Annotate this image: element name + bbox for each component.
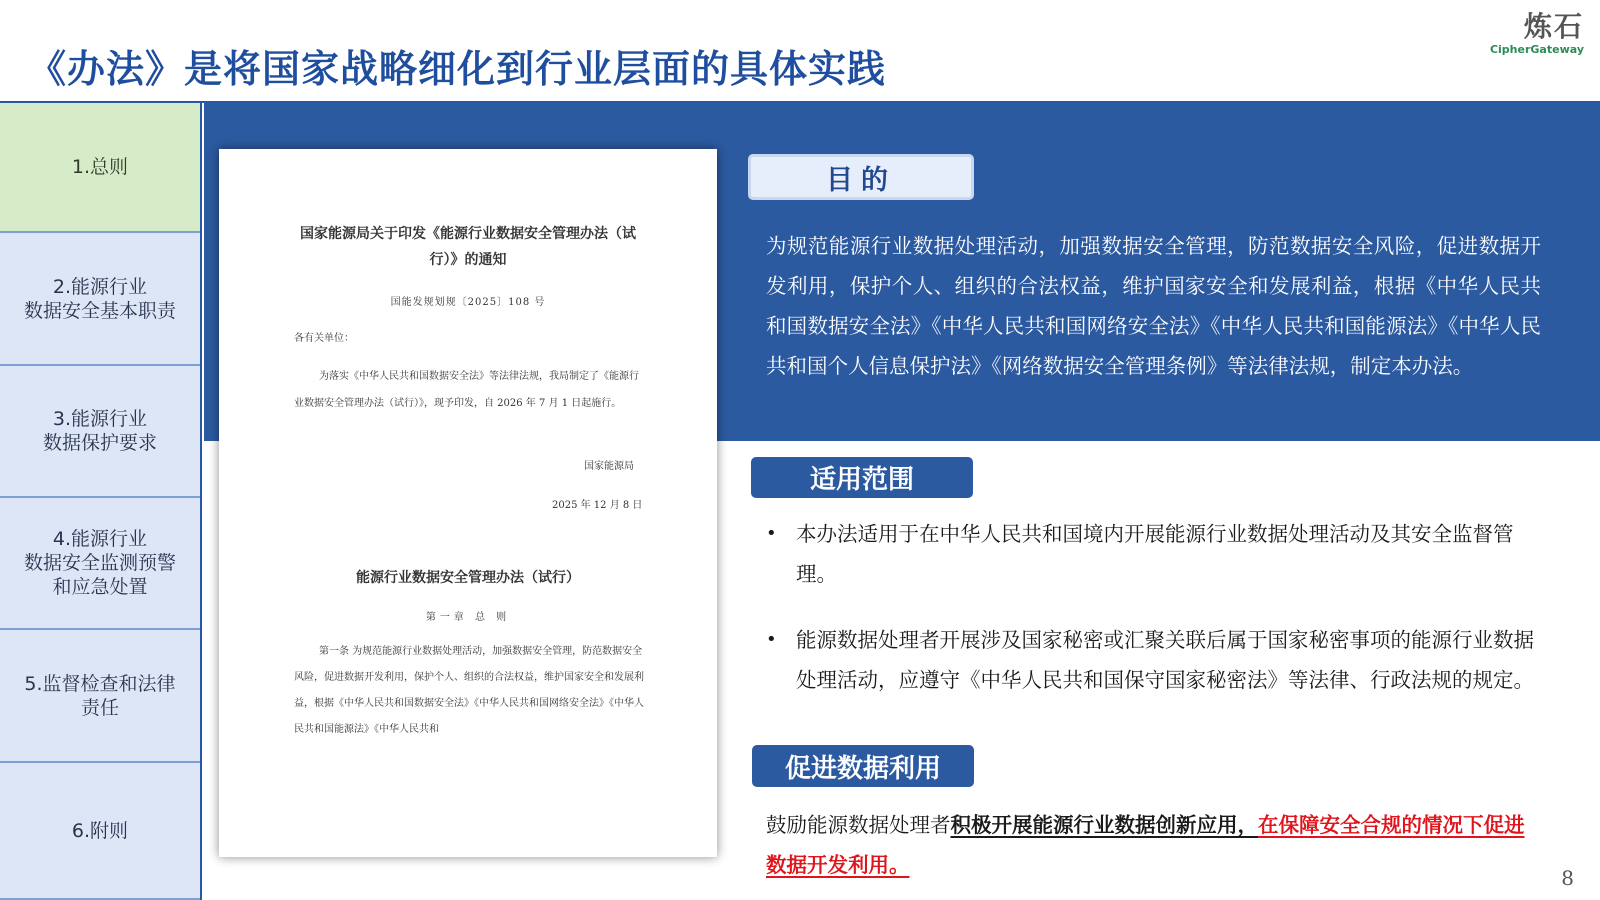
page-title: 《办法》是将国家战略细化到行业层面的具体实践 (28, 47, 887, 91)
document-reference-number: 国能发规划规〔2025〕108 号 (390, 297, 546, 308)
document-scan (219, 149, 717, 857)
sidebar-item-monitoring-emergency[interactable] (0, 498, 200, 630)
sidebar-item-supervision-liability[interactable] (0, 630, 200, 763)
scope-bullet-list (766, 514, 1541, 700)
purpose-text: 为规范能源行业数据处理活动，加强数据安全管理，防范数据安全风险，促进数据开发利用，保护个人、组织的合法权益，维护国家安全和发展利益，根据《中华人民共和国数据安全法》《中华人民共和国网络安全法》《中华人民共和国能源法》《中华人民共和国个人信息保护法》《网络数据安全管理条例》等法律法规，制定本办法。 (766, 234, 1541, 378)
document-article-text: 第一条 为规范能源行业数据处理活动，加强数据安全管理，防范数据安全风险，促进数据开发利用，保护个人、组织的合法权益，维护国家安全和发展利益，根据《中华人民共和国数据安全法》《中华人民共和国网络安全法》《中华人民共和国能源法》《中华人民共和 (294, 646, 644, 735)
sidebar-item-label: 3.能源行业 数据保护要求 (42, 408, 157, 454)
promote-text-plain: 鼓励能源数据处理者 (766, 813, 951, 837)
promote-text-highlight: 在保障安全合规的情况下促进数据开发利用。 (766, 813, 1525, 877)
logo-mark: 炼石 (1523, 10, 1584, 43)
chapter-sidebar (0, 103, 200, 900)
document-chapter-heading: 第一章 总 则 (425, 612, 511, 623)
promote-heading: 促进数据利用 (752, 745, 974, 787)
list-item: • 本办法适用于在中华人民共和国境内开展能源行业数据处理活动及其安全监督管理。 (766, 514, 1541, 594)
sidebar-item-basic-duties[interactable] (0, 233, 200, 366)
sidebar-item-general[interactable] (0, 103, 200, 233)
page-number: 8 (1561, 866, 1574, 890)
sidebar-item-label: 6.附则 (71, 819, 129, 842)
logo (1490, 10, 1584, 56)
sidebar-item-label: 4.能源行业 数据安全监测预警 和应急处置 (23, 528, 176, 598)
logo-subtitle: CipherGateway (1489, 43, 1584, 56)
sidebar-item-label: 2.能源行业 数据安全基本职责 (23, 275, 176, 322)
promote-text (766, 805, 1541, 885)
sidebar-item-label: 5.监督检查和法律 责任 (24, 672, 176, 719)
sidebar-border (200, 103, 202, 900)
document-date: 2025 年 12 月 8 日 (552, 500, 643, 511)
document-notice-title: 国家能源局关于印发《能源行业数据安全管理办法（试行）》的通知 (300, 226, 636, 268)
promote-text-emphasis: 积极开展能源行业数据创新应用， (950, 813, 1258, 837)
purpose-heading: 目的 (748, 154, 974, 200)
document-measures-title: 能源行业数据安全管理办法（试行） (356, 570, 580, 586)
sidebar-item-supplementary[interactable] (0, 763, 200, 900)
scope-heading: 适用范围 (751, 457, 973, 498)
sidebar-item-label: 1.总则 (71, 156, 129, 178)
document-paragraph: 为落实《中华人民共和国数据安全法》等法律法规，我局制定了《能源行业数据安全管理办法（试行）》，现予印发，自 2026 年 7 月 1 日起施行。 (294, 371, 639, 409)
sidebar-item-protection-requirements[interactable] (0, 366, 200, 498)
list-item: • 能源数据处理者开展涉及国家秘密或汇聚关联后属于国家秘密事项的能源行业数据处理活动，应遵守《中华人民共和国保守国家秘密法》等法律、行政法规的规定。 (766, 620, 1541, 700)
document-issuer: 国家能源局 (584, 461, 634, 472)
document-salutation: 各有关单位： (294, 333, 354, 344)
